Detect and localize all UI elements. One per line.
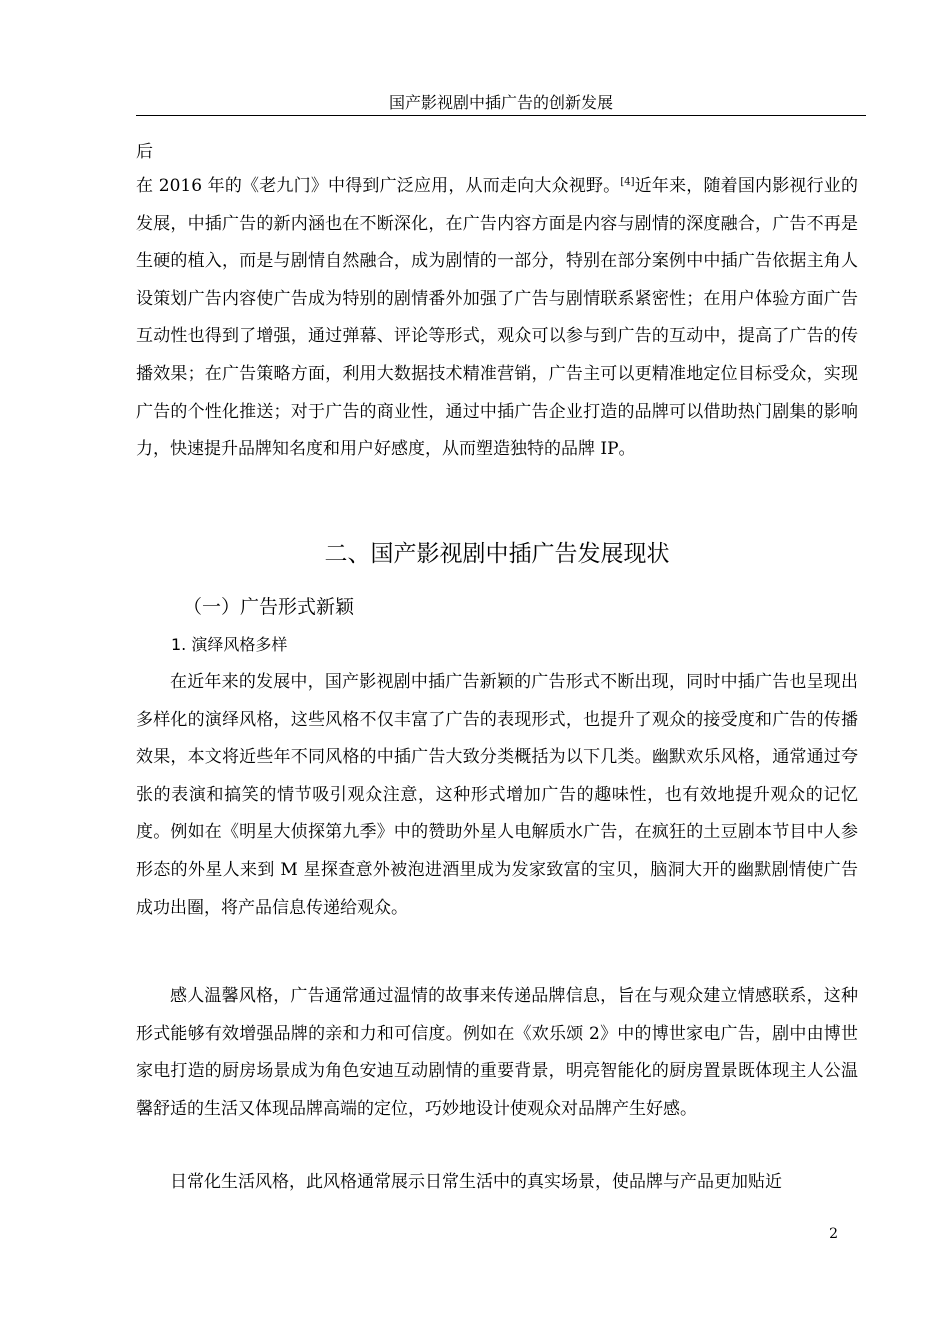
paragraph-warm: 感人温馨风格，广告通常通过温情的故事来传递品牌信息，旨在与观众建立情感联系，这种形式能够有效增强品牌的亲和力和可信度。例如在《欢乐颂 2》中的博世家电广告，剧中由博世家电打造的厨房场景成为角色安迪互动剧情的重要背景，明亮智能化的厨房置景既体现主人公温馨舒适的生活又体现品牌高端的定位，巧妙地设计使观众对品牌产生好感。 — [136, 986, 858, 1119]
paragraph-humor: 在近年来的发展中，国产影视剧中插广告新颖的广告形式不断出现，同时中插广告也呈现出多样化的演绎风格，这些风格不仅丰富了广告的表现形式，也提升了观众的接受度和广告的传播效果，本文将近些年不同风格的中插广告大致分类概括为以下几类。幽默欢乐风格，通常通过夸张的表演和搞笑的情节吸引观众注意，这种形式增加广告的趣味性，也有效地提升观众的记忆度。例如在《明星大侦探第九季》中的赞助外星人电解质水广告，在疯狂的土豆剧本节目中人参形态的外星人来到 M 星探查意外被泡进酒里成为发家致富的宝贝，脑洞大开的幽默剧情使广告成功出圈，将产品信息传递给观众。 — [136, 672, 858, 918]
subsection-heading: （一）广告形式新颖 — [183, 596, 355, 618]
page-number: 2 — [829, 1226, 838, 1242]
citation-ref: [4] — [620, 176, 635, 188]
continuation-text-2: 近年来，随着国内影视行业的发展，中插广告的新内涵也在不断深化，在广告内容方面是内容与剧情的深度融合，广告不再是生硬的植入，而是与剧情自然融合，成为剧情的一部分，特别在部分案例中中插广告依据主角人设策划广告内容使广告成为特别的剧情番外加强了广告与剧情联系紧密性；在用户体验方面广告互动性也得到了增强，通过弹幕、评论等形式，观众可以参与到广告的互动中，提高了广告的传播效果；在广告策略方面，利用大数据技术精准营销，广告主可以更精准地定位目标受众，实现广告的个性化推送；对于广告的商业性，通过中插广告企业打造的品牌可以借助热门剧集的影响力，快速提升品牌知名度和用户好感度，从而塑造独特的品牌 IP。 — [136, 176, 859, 460]
continuation-text-1: 在 2016 年的《老九门》中得到广泛应用，从而走向大众视野。 — [136, 176, 621, 196]
paragraph-daily-life: 日常化生活风格，此风格通常展示日常生活中的真实场景，使品牌与产品更加贴近 — [170, 1172, 782, 1192]
continuation-paragraph — [136, 168, 858, 469]
continuation-fragment: 后 — [136, 142, 153, 162]
header-rule — [136, 115, 866, 116]
section-heading: 二、国产影视剧中插广告发展现状 — [324, 541, 670, 567]
running-header: 国产影视剧中插广告的创新发展 — [388, 93, 613, 112]
subsubsection-heading: 1. 演绎风格多样 — [171, 635, 288, 654]
